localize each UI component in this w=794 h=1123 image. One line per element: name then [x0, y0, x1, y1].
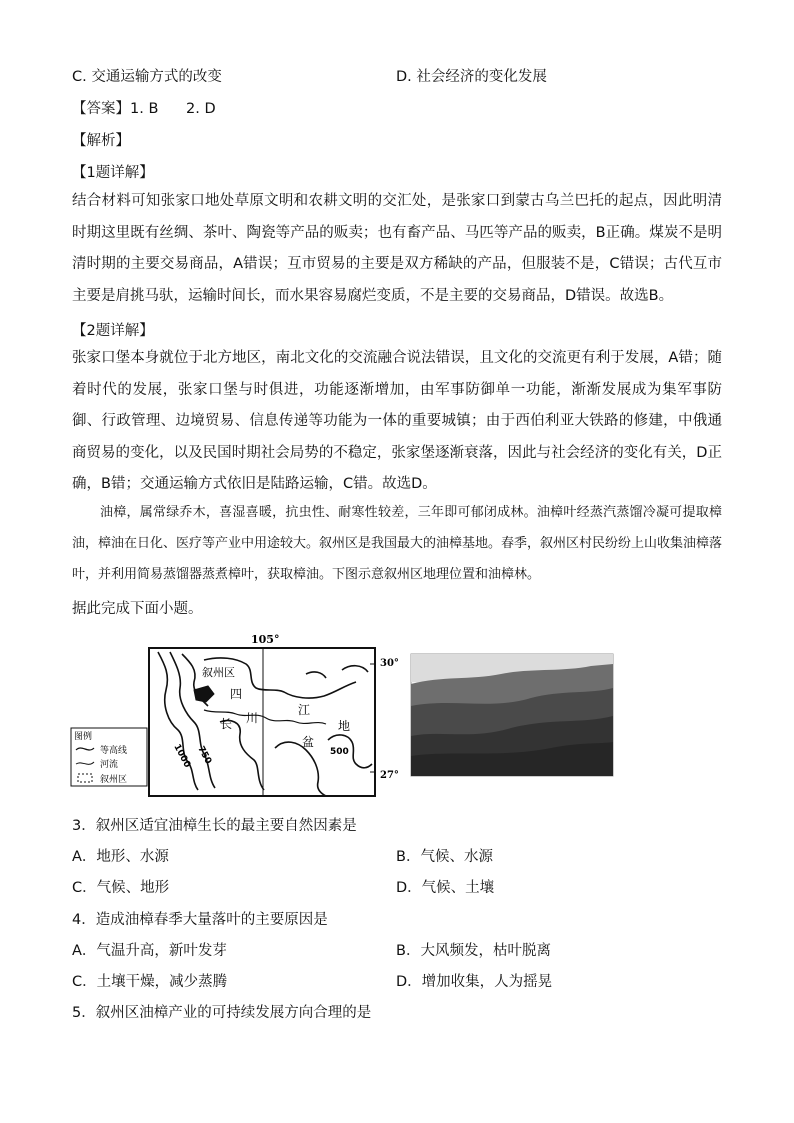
basin-char-di: 地 [338, 719, 351, 733]
legend-contour: 等高线 [100, 746, 128, 756]
location-map [70, 630, 399, 800]
material-passage: 油樟，属常绿乔木，喜湿喜暖，抗虫性、耐寒性较差，三年即可郁闭成林。油樟叶经蒸汽蒸馏冷凝可提取樟油，樟油在日化、医疗等产业中用途较大。叙州区是我国最大的油樟基地。春季，叙州区村民纷纷上山收集油樟落叶，并利用简易蒸馏器蒸煮樟叶，获取樟油。下图示意叙州区地理位置和油樟林。 [72, 505, 723, 582]
answer-text: 1. B 2. D [130, 101, 216, 117]
question-5-stem: 5．叙州区油樟产业的可持续发展方向合理的是 [72, 1005, 372, 1021]
q4-option-b: B．大风频发，枯叶脱离 [396, 943, 551, 959]
lat-top-label: 30° [380, 658, 399, 669]
lon-label: 105° [251, 633, 280, 646]
contour-label-1000: 1000 [171, 742, 192, 770]
question-3-stem: 3．叙州区适宜油樟生长的最主要自然因素是 [72, 818, 357, 834]
option-c-prev: C. 交通运输方式的改变 [72, 69, 222, 85]
q3-option-c: C．气候、地形 [72, 880, 170, 896]
option-d-prev: D. 社会经济的变化发展 [396, 69, 547, 85]
q1-detail-label: 【1题详解】 [72, 165, 154, 181]
map-legend [71, 728, 147, 786]
basin-char-chuan: 川 [246, 711, 259, 725]
answer-line [72, 99, 216, 119]
q3-option-a: A．地形、水源 [72, 849, 169, 865]
river-char-chang: 长 [220, 717, 233, 731]
lat-bottom-label: 27° [380, 770, 399, 781]
answer-label: 【答案】 [72, 101, 130, 117]
river-char-jiang: 江 [298, 703, 311, 717]
instruction-text: 据此完成下面小题。 [72, 601, 203, 617]
location-map-svg [70, 630, 399, 800]
q3-option-b: B．气候、水源 [396, 849, 493, 865]
question-4-stem: 4．造成油樟春季大量落叶的主要原因是 [72, 912, 328, 928]
q2-detail-text: 张家口堡本身就位于北方地区，南北文化的交流融合说法错误，且文化的交流更有利于发展，A错；随着时代的发展，张家口堡与时俱进，功能逐渐增加，由军事防御单一功能，渐渐发展成为集军事防御、行政管理、边境贸易、信息传递等功能为一体的重要城镇；由于西伯利亚大铁路的修建，中俄通商贸易的变化，以及民国时期社会局势的不稳定，张家堡逐渐衰落，因此与社会经济的变化有关，D正确，B错；交通运输方式依旧是陆路运输，C错。故选D。 [72, 350, 722, 492]
q2-detail-label: 【2题详解】 [72, 323, 154, 339]
contour-label-750: 750 [195, 744, 214, 767]
q4-option-c: C．土壤干燥，减少蒸腾 [72, 974, 228, 990]
q3-option-d: D．气候、土壤 [396, 880, 495, 896]
contour-label-500: 500 [330, 747, 349, 757]
legend-district: 叙州区 [100, 775, 128, 785]
camphor-forest-photo [411, 654, 613, 776]
legend-title: 图例 [74, 732, 93, 742]
region-label: 叙州区 [202, 666, 235, 679]
q4-option-d: D．增加收集，人为摇晃 [396, 974, 553, 990]
legend-river: 河流 [100, 760, 119, 770]
basin-char-si: 四 [230, 687, 243, 701]
xuzhou-region [194, 686, 214, 702]
forest-photo-svg [411, 654, 613, 776]
q4-option-a: A．气温升高，新叶发芽 [72, 943, 227, 959]
analysis-label: 【解析】 [72, 133, 130, 149]
q1-detail-text: 结合材料可知张家口地处草原文明和农耕文明的交汇处，是张家口到蒙古乌兰巴托的起点，因此明清时期这里既有丝绸、茶叶、陶瓷等产品的贩卖；也有畜产品、马匹等产品的贩卖，B正确。煤炭不是明清时期的主要交易商品，A错误；互市贸易的主要是双方稀缺的产品，但服装不是，C错误；古代互市主要是肩挑马驮，运输时间长，而水果容易腐烂变质，不是主要的交易商品，D错误。故选B。 [72, 193, 722, 304]
basin-char-pen: 盆 [302, 735, 315, 749]
